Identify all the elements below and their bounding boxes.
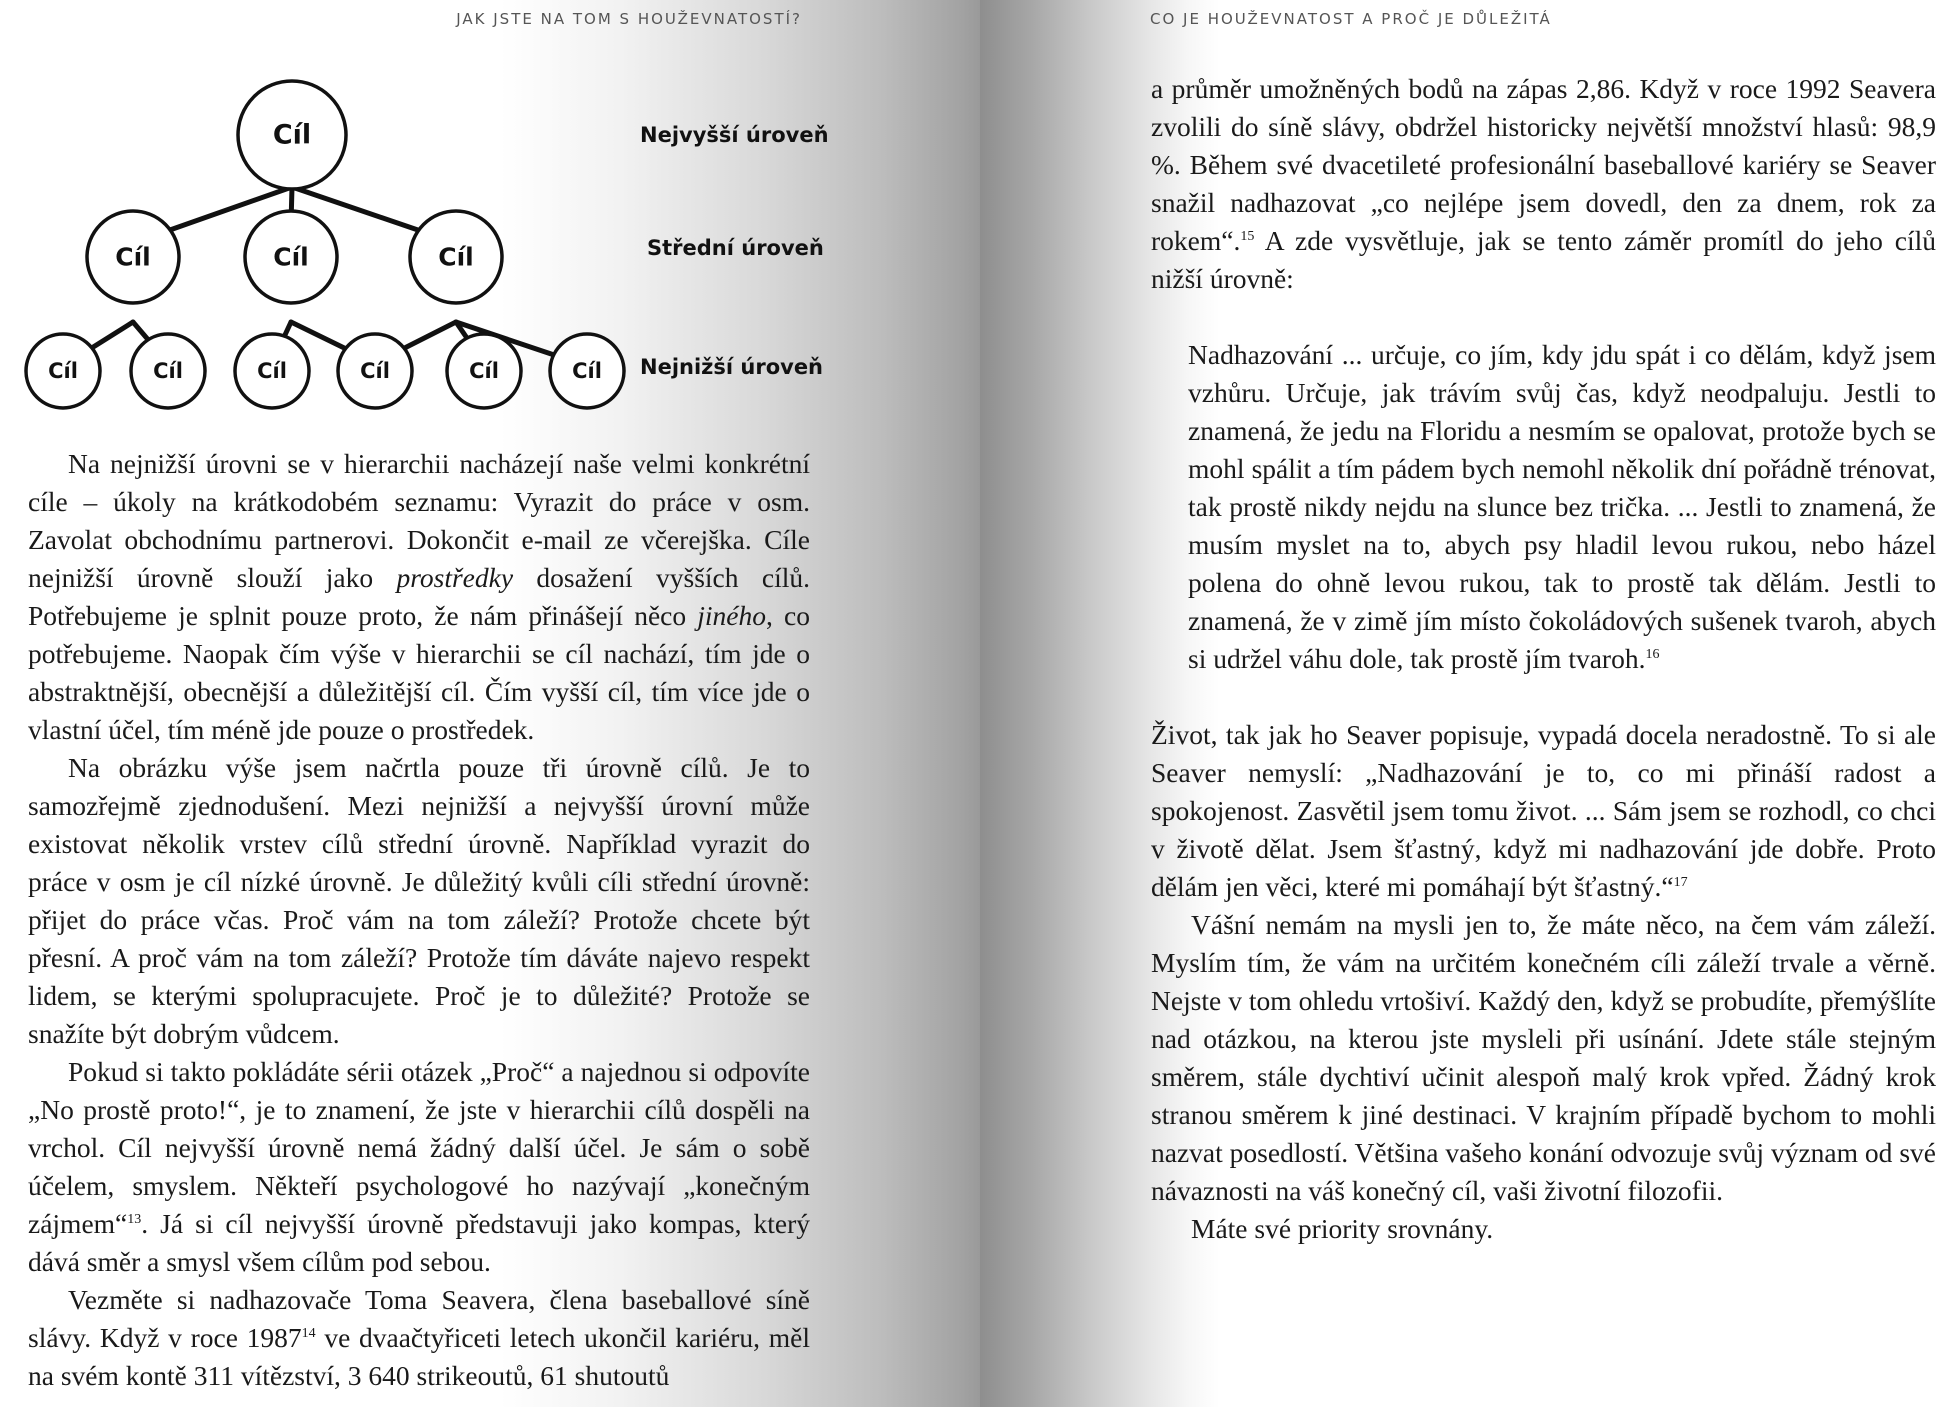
text-run: ve dvaačtyřiceti letech ukončil kariéru, měl na svém kontě 311 vítězství, 3 640 strikeoutů, 61 shutoutů [28, 1322, 810, 1391]
paragraph [28, 445, 810, 749]
level-label-bottom: Nejnižší úroveň [640, 355, 824, 379]
right-body-text [1151, 70, 1936, 1248]
left-body-text [28, 445, 810, 1395]
node-bottom-6-label: Cíl [572, 359, 602, 383]
paragraph [1151, 716, 1936, 906]
paragraph: Vášní nemám na mysli jen to, že máte něco, na čem vám záleží. Myslím tím, že vám na určitém konečném cíli záleží trvale a věrně. Nejste v tom ohledu vrtošiví. Každý den, když se probudíte, přemýšlíte nad otázkou, na kterou jste mysleli při usínání. Jdete stále stejným směrem, stále dychtiví učinit alespoň malý krok vpřed. Žádný krok stranou směrem k jiné destinaci. V krajním případě bychom to mohli nazvat posedlostí. Většina vašeho konání odvozuje svůj význam od své návaznosti na váš konečný cíl, vaši životní filozofii. [1151, 909, 1936, 1206]
text-run: Život, tak jak ho Seaver popisuje, vypadá docela neradostně. To si ale Seaver nemyslí: „Nadhazování je to, co mi přináší radost a spokojenost. Zasvětil jsem tomu život. ... Sám jsem se rozhodl, co chci v životě dělat. Jsem šťastný, když mi nadhazování jde dobře. Proto dělám jen věci, které mi pomáhají být šťastný.“ [1151, 719, 1936, 902]
quote-text: Nadhazování ... určuje, co jím, kdy jdu spát i co dělám, když jsem vzhůru. Určuje, jak trávím svůj čas, když neodpaluju. Jestli to znamená, že jedu na Floridu a nesmím se opalovat, protože bych se mohl spálit a tím pádem bych nemohl několik dní pořádně trénovat, tak prostě nikdy nejdu na slunce bez trička. ... Jestli to znamená, že musím myslet na to, abych psy hladil levou rukou, nebo házel polena do ohně levou rukou, tak to prostě tak dělám. Jestli to znamená, že v zimě jím místo čokoládových sušenek tvaroh, abych si udržel váhu dole, tak prostě jím tvaroh. [1188, 339, 1936, 674]
footnote-ref: 13 [127, 1211, 142, 1227]
node-bottom-4-label: Cíl [360, 359, 390, 383]
running-head-right: CO JE HOUŽEVNATOST A PROČ JE DŮLEŽITÁ [1150, 10, 1552, 28]
footnote-ref: 17 [1673, 874, 1688, 890]
text-run: Na nejnižší úrovni se v hierarchii nacházejí naše velmi konkrétní cíle – úkoly na krátkodobém seznamu: Vyrazit do práce v osm. Zavolat obchodnímu partnerovi. Dokončit e-mail ze včerejška. Cíle nejnižší úrovně slouží jako [28, 448, 810, 593]
footnote-ref: 15 [1240, 228, 1255, 244]
node-mid-2-label: Cíl [273, 242, 309, 272]
text-run: . Já si cíl nejvyšší úrovně představuji jako kompas, který dává směr a smysl všem cílům pod sebou. [28, 1208, 810, 1277]
node-bottom-5-label: Cíl [469, 359, 499, 383]
paragraph: Máte své priority srovnány. [1191, 1213, 1494, 1244]
footnote-ref: 14 [301, 1325, 316, 1341]
text-run: , co potřebujeme. Naopak čím výše v hierarchii se cíl nachází, tím jde o abstraktnější, obecnější a důležitější cíl. Čím vyšší cíl, tím více jde o vlastní účel, tím méně jde pouze o prostředek. [28, 600, 810, 745]
level-label-top: Nejvyšší úroveň [640, 123, 829, 147]
text-run: Pokud si takto pokládáte sérii otázek „Proč“ a najednou si odpovíte „No prostě proto!“, je to znamení, že jste v hierarchii cílů dospěli na vrchol. Cíl nejvyšší úrovně nemá žádný další účel. Je sám o sobě účelem, smyslem. Někteří psychologové ho nazývají „konečným zájmem“ [28, 1056, 810, 1239]
node-bottom-3-label: Cíl [257, 359, 287, 383]
paragraph [1151, 70, 1936, 298]
level-label-middle: Střední úroveň [647, 236, 824, 260]
paragraph [28, 1053, 810, 1281]
block-quote [1188, 336, 1936, 678]
node-mid-3-label: Cíl [438, 242, 474, 272]
text-run: a průměr umožněných bodů na zápas 2,86. Když v roce 1992 Seavera zvolili do síně slávy, obdržel historicky největší množství hlasů: 98,9 %. Během své dvacetileté profesionální baseballové kariéry se Seaver snažil nadhazovat „co nejlépe jsem dovedl, den za dnem, rok za rokem“. [1151, 73, 1936, 256]
paragraph [28, 1281, 810, 1395]
paragraph: Na obrázku výše jsem načrtla pouze tři úrovně cílů. Je to samozřejmě zjednodušení. Mezi nejnižší a nejvyšší úrovní může existovat několik vrstev cílů střední úrovně. Například vyrazit do práce v osm je cíl nízké úrovně. Je důležitý kvůli cíli střední úrovně: přijet do práce včas. Proč vám na tom záleží? Protože chcete být přesní. A proč vám na tom záleží? Protože tím dáváte najevo respekt lidem, se kterými spolupracujete. Proč je to důležité? Protože se snažíte být dobrým vůdcem. [28, 752, 810, 1049]
text-run: dosažení vyšších cílů. Potřebujeme je splnit pouze proto, že nám přinášejí něco [28, 562, 810, 631]
node-bottom-2-label: Cíl [153, 359, 183, 383]
emphasis: prostředky [396, 562, 514, 593]
running-head-left: JAK JSTE NA TOM S HOUŽEVNATOSTÍ? [456, 10, 802, 28]
emphasis: jiného [697, 600, 767, 631]
text-run: A zde vysvětluje, jak se tento záměr promítl do jeho cílů nižší úrovně: [1151, 225, 1936, 294]
text-run: Vezměte si nadhazovače Toma Seavera, člena baseballové síně slávy. Když v roce 1987 [28, 1284, 810, 1353]
node-mid-1-label: Cíl [115, 242, 151, 272]
node-top-label: Cíl [272, 119, 312, 151]
goal-hierarchy-diagram [0, 60, 980, 420]
node-bottom-1-label: Cíl [48, 359, 78, 383]
footnote-ref: 16 [1645, 646, 1660, 662]
